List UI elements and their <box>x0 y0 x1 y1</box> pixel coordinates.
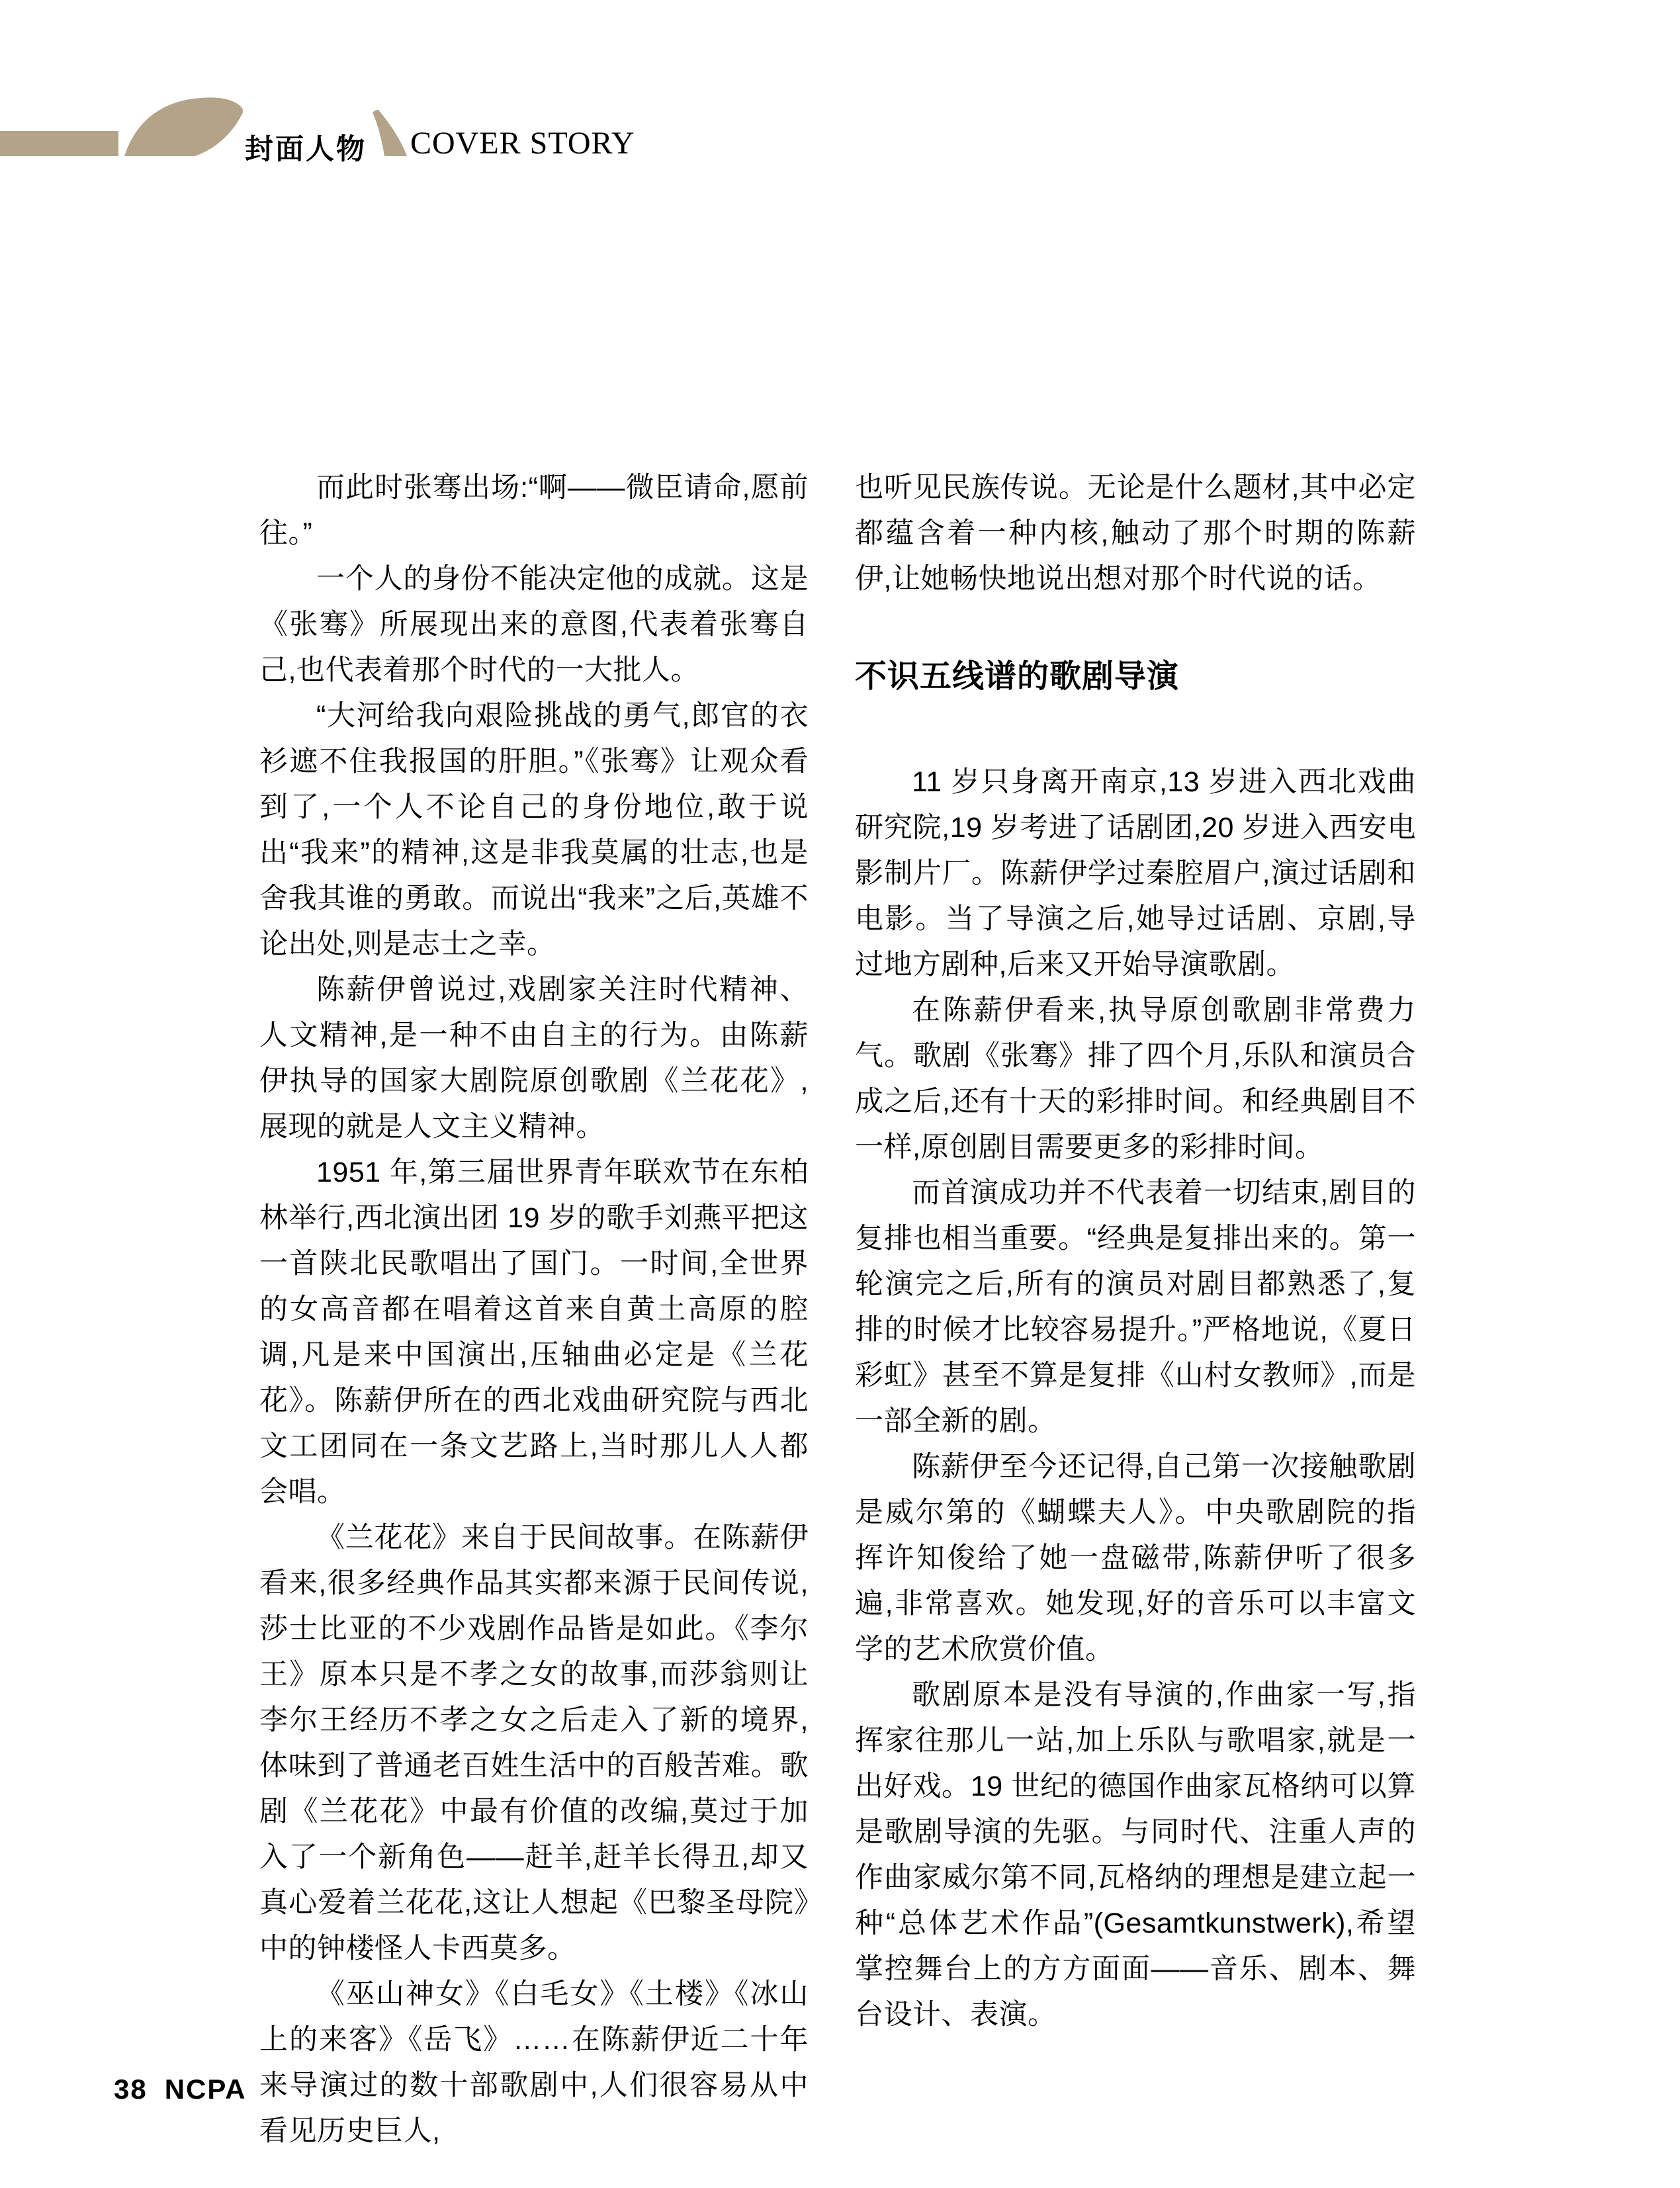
section-label-zh: 封面人物 <box>245 134 367 165</box>
paragraph: “大河给我向艰险挑战的勇气,郎官的衣衫遮不住我报国的肝胆。”《张骞》让观众看到了,一个人不论自己的身份地位,敢于说出“我来”的精神,这是非我莫属的壮志,也是舍我其谁的勇敢。而说出“我来”之后,英雄不论出处,则是志士之幸。 <box>259 700 809 960</box>
page-number: 38 <box>114 2074 148 2105</box>
paragraph: 歌剧原本是没有导演的,作曲家一写,指挥家往那儿一站,加上乐队与歌唱家,就是一出好戏。19 世纪的德国作曲家瓦格纳可以算是歌剧导演的先驱。与同时代、注重人声的作曲家威尔第不同,瓦格纳的理想是建立起一种“总体艺术作品”(Gesamtkunstwerk),希望掌控舞台上的方方面面——音乐、剧本、舞台设计、表演。 <box>855 1679 1416 2031</box>
paragraph: 11 岁只身离开南京,13 岁进入西北戏曲研究院,19 岁考进了话剧团,20 岁进入西安电影制片厂。陈薪伊学过秦腔眉户,演过话剧和电影。当了导演之后,她导过话剧、京剧,导过地方剧种,后来又开始导演歌剧。 <box>855 766 1416 981</box>
paragraph-continuation: 也听见民族传说。无论是什么题材,其中必定都蕴含着一种内核,触动了那个时期的陈薪伊,让她畅快地说出想对那个时代说的话。 <box>855 472 1416 595</box>
section-heading: 不识五线谱的歌剧导演 <box>855 659 1180 694</box>
section-label-en: COVER STORY <box>410 126 635 161</box>
right-column <box>855 465 1416 2038</box>
paragraph: 《兰花花》来自于民间故事。在陈薪伊看来,很多经典作品其实都来源于民间传说,莎士比亚的不少戏剧作品皆是如此。《李尔王》原本只是不孝之女的故事,而莎翁则让李尔王经历不孝之女之后走入了新的境界,体味到了普通老百姓生活中的百般苦难。歌剧《兰花花》中最有价值的改编,莫过于加入了一个新角色——赶羊,赶羊长得丑,却又真心爱着兰花花,这让人想起《巴黎圣母院》中的钟楼怪人卡西莫多。 <box>259 1522 809 1964</box>
magazine-name: NCPA <box>164 2074 247 2105</box>
page-footer <box>114 2074 247 2105</box>
ornament-bar <box>0 131 118 156</box>
paragraph: 陈薪伊曾说过,戏剧家关注时代精神、人文精神,是一种不由自主的行为。由陈薪伊执导的国家大剧院原创歌剧《兰花花》,展现的就是人文主义精神。 <box>259 974 809 1143</box>
ornament-swoosh <box>373 110 407 156</box>
paragraph: 而首演成功并不代表着一切结束,剧目的复排也相当重要。“经典是复排出来的。第一轮演完之后,所有的演员对剧目都熟悉了,复排的时候才比较容易提升。”严格地说,《夏日彩虹》甚至不算是复排《山村女教师》,而是一部全新的剧。 <box>855 1177 1416 1437</box>
paragraph: 《巫山神女》《白毛女》《土楼》《冰山上的来客》《岳飞》……在陈薪伊近二十年来导演过的数十部歌剧中,人们很容易从中看见历史巨人, <box>259 1978 809 2147</box>
paragraph: 1951 年,第三届世界青年联欢节在东柏林举行,西北演出团 19 岁的歌手刘燕平把这一首陕北民歌唱出了国门。一时间,全世界的女高音都在唱着这首来自黄土高原的腔调,凡是来中国演出,压轴曲必定是《兰花花》。陈薪伊所在的西北戏曲研究院与西北文工团同在一条文艺路上,当时那儿人人都会唱。 <box>259 1157 809 1508</box>
paragraph: 一个人的身份不能决定他的成就。这是《张骞》所展现出来的意图,代表着张骞自己,也代表着那个时代的一大批人。 <box>259 563 809 686</box>
paragraph: 而此时张骞出场:“啊——微臣请命,愿前往。” <box>259 472 809 549</box>
paragraph: 陈薪伊至今还记得,自己第一次接触歌剧是威尔第的《蝴蝶夫人》。中央歌剧院的指挥许知俊给了她一盘磁带,陈薪伊听了很多遍,非常喜欢。她发现,好的音乐可以丰富文学的艺术欣赏价值。 <box>855 1451 1416 1665</box>
left-column <box>259 465 809 2154</box>
header-ornament <box>0 0 463 198</box>
ornament-fin <box>124 97 243 156</box>
paragraph: 在陈薪伊看来,执导原创歌剧非常费力气。歌剧《张骞》排了四个月,乐队和演员合成之后,还有十天的彩排时间。和经典剧目不一样,原创剧目需要更多的彩排时间。 <box>855 994 1416 1163</box>
